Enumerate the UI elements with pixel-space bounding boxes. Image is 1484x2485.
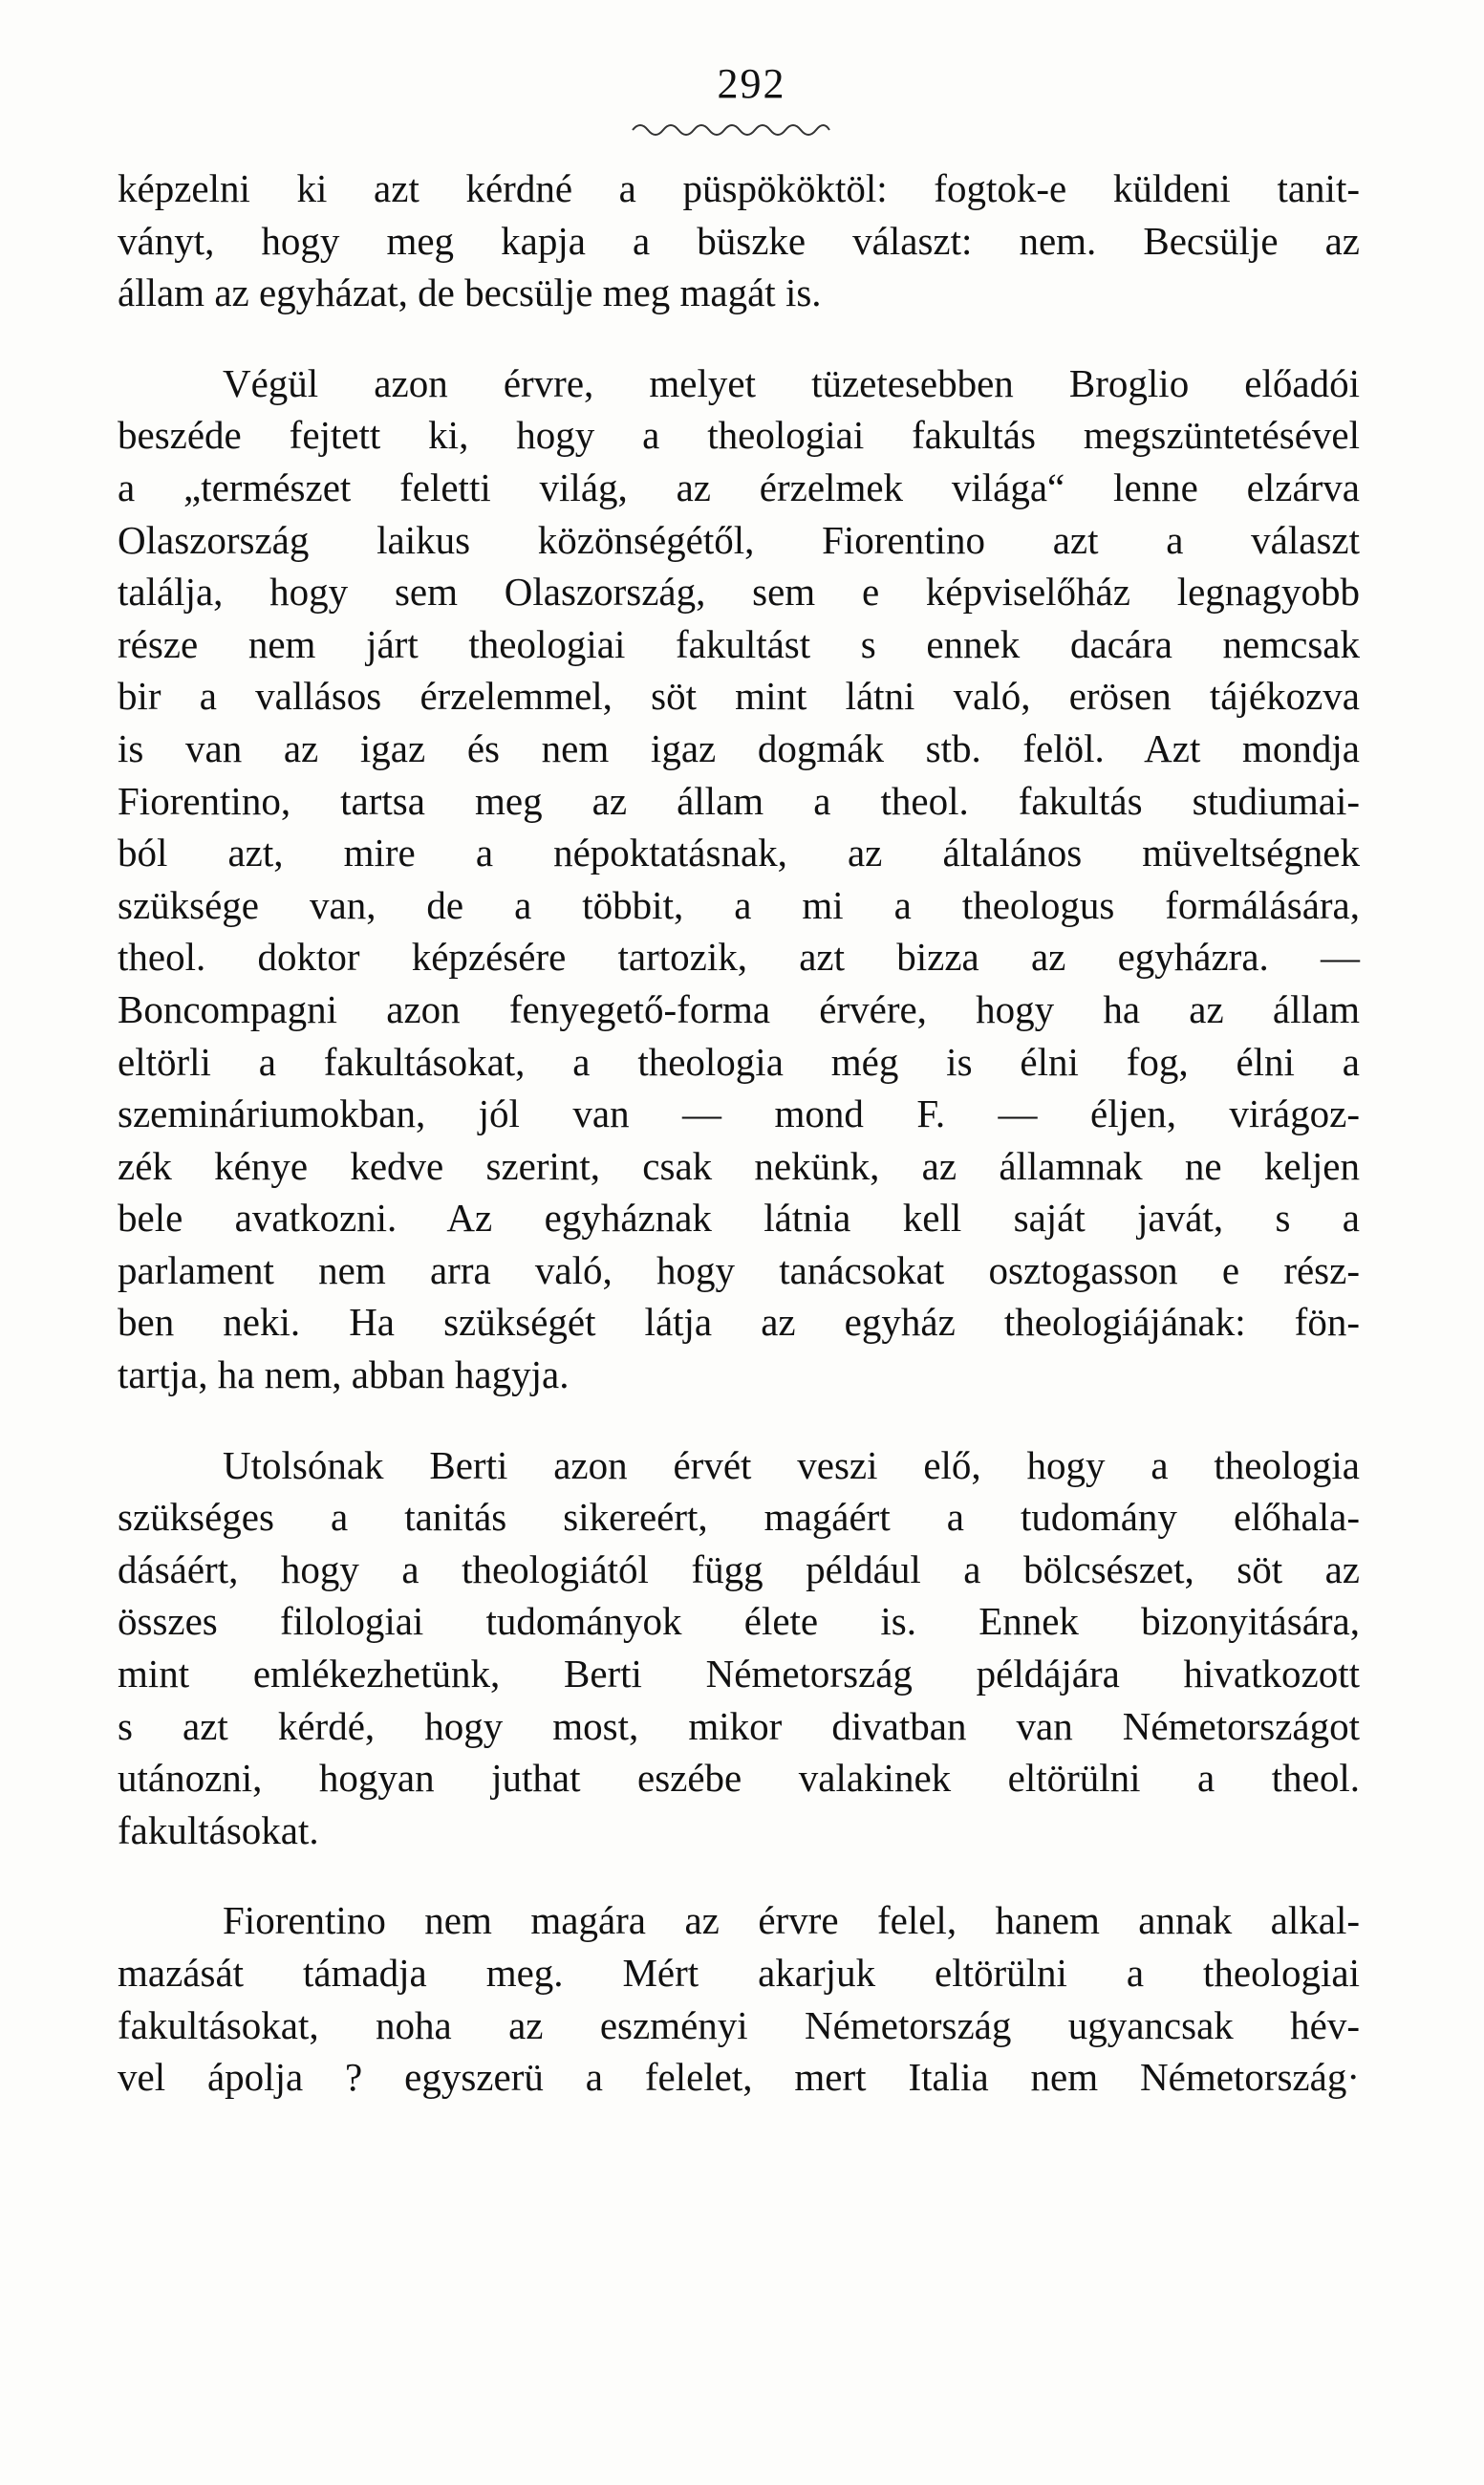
text-line: a „természet feletti világ, az érzelmek világa“ lenne elzárva [118,465,1360,509]
text-line: Fiorentino nem magára az érvre felel, hanem annak alkal- [223,1898,1360,1943]
text-line: utánozni, hogyan juthat eszébe valakinek eltörülni a theol. [118,1756,1360,1801]
text-line: ványt, hogy meg kapja a büszke választ: nem. Becsülje az [118,218,1360,263]
text-line: része nem járt theologiai fakultást s ennek dacára nemcsak [118,621,1360,666]
text-line: szükséges a tanitás sikereért, magáért a tudomány előhala- [118,1495,1360,1540]
text-line: fakultásokat, noha az eszményi Németország ugyancsak hév- [118,2002,1360,2047]
text-line: képzelni ki azt kérdné a püspököktöl: fogtok-e küldeni tanit- [118,166,1360,210]
text-line: dásáért, hogy a theologiától függ például a bölcsészet, söt az [118,1546,1360,1591]
text-line: eltörli a fakultásokat, a theologia még is élni fog, élni a [118,1039,1360,1084]
text-line: Boncompagni azon fenyegető-forma érvére, hogy ha az állam [118,986,1360,1031]
text-line: bele avatkozni. Az egyháznak látnia kell saját javát, s a [118,1196,1360,1241]
text-line: találja, hogy sem Olaszország, sem e képviselőház legnagyobb [118,570,1360,615]
text-line: s azt kérdé, hogy most, mikor divatban van Németországot [118,1703,1360,1748]
text-line: bir a vallásos érzelemmel, söt mint látni való, erösen tájékozva [118,674,1360,719]
text-line: Utolsónak Berti azon érvét veszi elő, hogy a theologia [223,1442,1360,1487]
paragraph-3 [118,1439,1360,1857]
text-line: Végül azon érvre, melyet tüzetesebben Broglio előadói [223,360,1360,405]
text-line: parlament nem arra való, hogy tanácsokat osztogasson e rész- [118,1247,1360,1292]
text-line: szemináriumokban, jól van — mond F. — éljen, virágoz- [118,1091,1360,1136]
text-line: ból azt, mire a népoktatásnak, az általános müveltségnek [118,831,1360,875]
text-line: fakultásokat. [118,1807,319,1852]
wavy-ornament-icon [631,113,831,138]
text-line: zék kénye kedve szerint, csak nekünk, az államnak ne keljen [118,1143,1360,1188]
text-line: szüksége van, de a többit, a mi a theologus formálására, [118,882,1360,927]
text-line: ben neki. Ha szükségét látja az egyház theologiájának: fön- [118,1300,1360,1345]
text-line: Olaszország laikus közönségétől, Fiorentino azt a választ [118,517,1360,562]
paragraph-4 [118,1894,1360,2103]
text-line: állam az egyházat, de becsülje meg magát is. [118,270,822,315]
text-line: Fiorentino, tartsa meg az állam a theol. fakultás studiumai- [118,778,1360,823]
text-line: theol. doktor képzésére tartozik, azt bizza az egyházra. — [118,935,1360,980]
paragraph-1 [118,162,1360,319]
text-line: összes filologiai tudományok élete is. Ennek bizonyitására, [118,1599,1360,1644]
text-line: mazását támadja meg. Mért akarjuk eltörülni a theologiai [118,1951,1360,1995]
paragraph-2 [118,357,1360,1401]
page-number: 292 [717,60,786,107]
text-line: tartja, ha nem, abban hagyja. [118,1352,570,1397]
body-text [118,162,1360,2104]
text-line: vel ápolja ? egyszerü a felelet, mert Italia nem Németország· [118,2055,1360,2100]
text-line: is van az igaz és nem igaz dogmák stb. felöl. Azt mondja [118,725,1360,770]
text-line: beszéde fejtett ki, hogy a theologiai fakultás megszüntetésével [118,413,1360,458]
text-line: mint emlékezhetünk, Berti Németország példájára hivatkozott [118,1652,1360,1696]
